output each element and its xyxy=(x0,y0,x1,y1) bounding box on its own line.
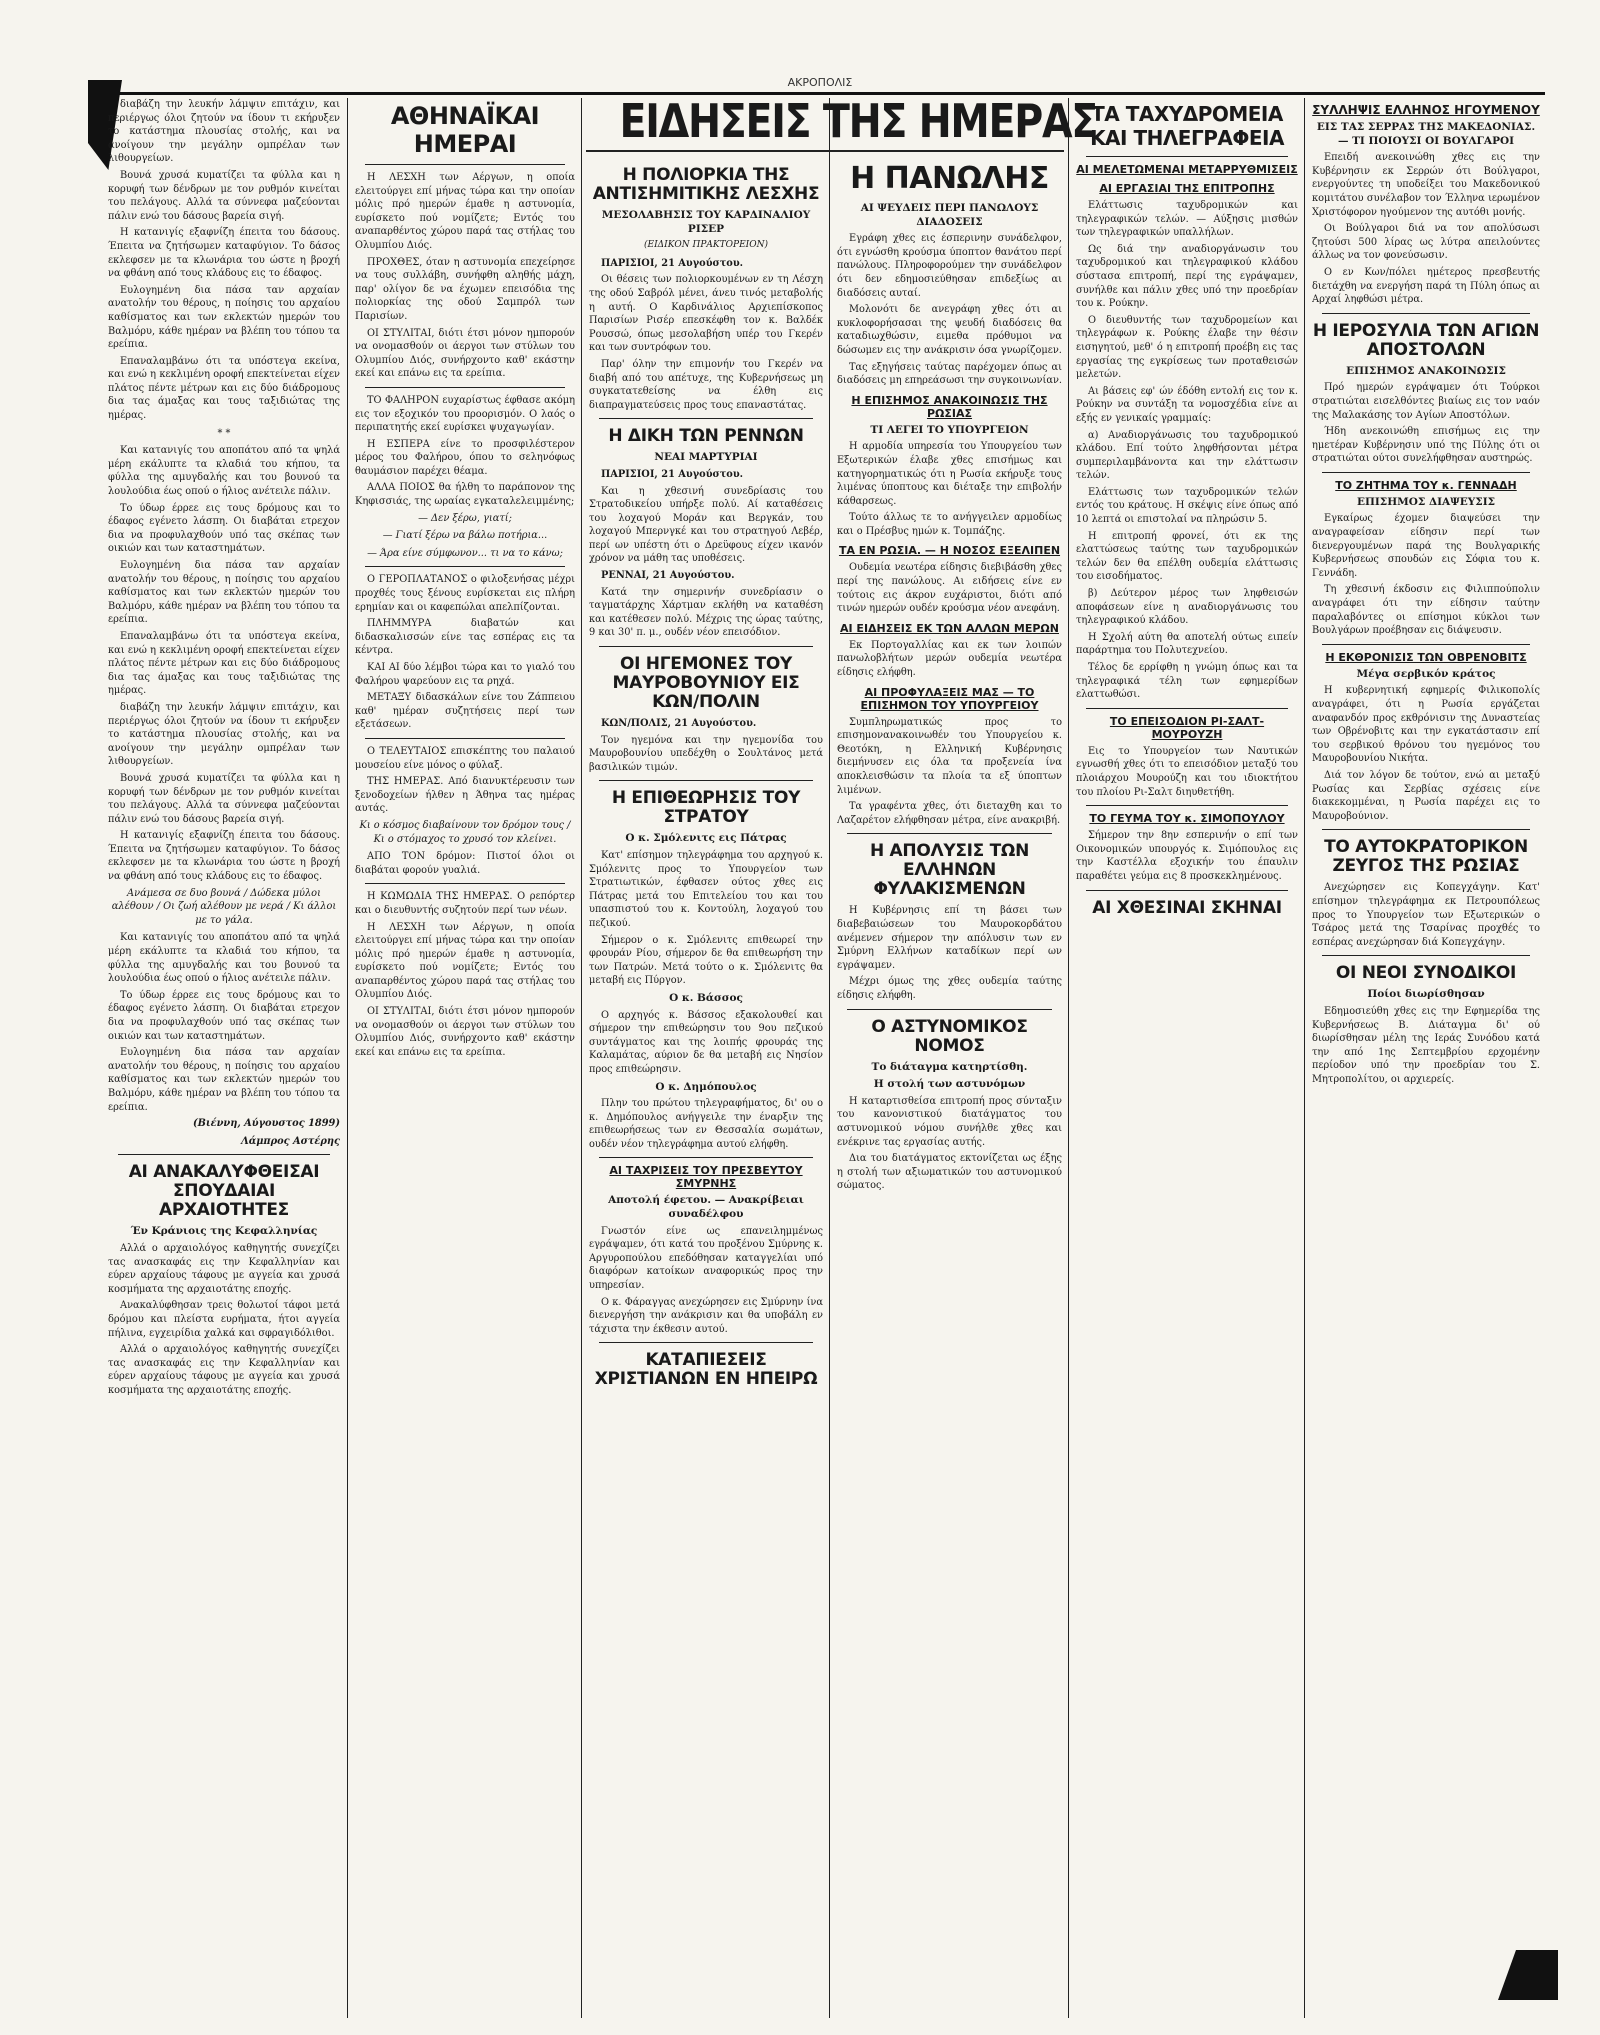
article-paragraph: Ανακαλύφθησαν τρεις θολωτοί τάφοι μετά δρόμου και πλείστα ευρήματα, ήτοι αγγεία πήλινα, εγχειρίδια χαλκά και σφραγιδόλιθοι. xyxy=(108,1300,340,1339)
article-paragraph: ΑΛΛΑ ΠΟΙΟΣ θα ήλθη το παράπονον της Κηφισσιάς, της ωραίας εγκαταλελειμμένης; xyxy=(355,482,575,508)
article-paragraph: Αλλά ο αρχαιολόγος καθηγητής συνεχίζει τας ανασκαφάς εις την Κεφαλληνίαν και εύρεν αρχαίους τάφους με αγγεία και χρυσά κοσμήματα της αρχαιοτάτης εποχής. xyxy=(108,1242,340,1295)
headline-sacrilege: Η ΙΕΡΟΣΥΛΙΑ ΤΩΝ ΑΓΙΩΝ ΑΠΟΣΤΟΛΩΝ xyxy=(1312,320,1540,360)
headline-abbot-arrest: ΣΥΛΛΗΨΙΣ ΕΛΛΗΝΟΣ ΗΓΟΥΜΕΝΟΥ xyxy=(1312,103,1540,117)
article-paragraph: Κατά την σημερινήν συνεδρίασιν ο ταγματάρχης Χάρτμαν εκλήθη να καταθέση και κατέθεσεν πολύ. Μέχρις της ώρας ταύτης, 9 και 30' π. μ., ουδέν νέον επεισόδιον. xyxy=(589,586,823,639)
column-divider xyxy=(347,98,348,2018)
subheadline: ΤΙ ΛΕΓΕΙ ΤΟ ΥΠΟΥΡΓΕΙΟΝ xyxy=(870,423,1029,436)
article-paragraph: Εγράφη χθες εις έσπερινην συνάδελφον, ότι εγνώσθη κρούσμα ύποπτον θανάτου περί πανώλους. Πληροφορούμεν την συνάδελφον ότι δεν εδημοσιεύθησαν επιδεξίως αι διαδόσεις αυταί. xyxy=(837,233,1062,299)
article-paragraph: Βουνά χρυσά κυματίζει τα φύλλα και η κορυφή των δένδρων με τον ρυθμόν κινείται του πελάγους. Αλλά τα σύννεφα μαζεύονται πάλιν ενώ του δάσους βαρεία σιγή. xyxy=(108,169,340,222)
subheadline: Το διάταγμα κατηρτίσθη. xyxy=(871,1060,1028,1073)
dateline: ΠΑΡΙΣΙΟΙ, 21 Αυγούστου. xyxy=(601,468,744,480)
article-paragraph: Ο εν Κων/πόλει ημέτερος πρεσβευτής διετάχθη να ενεργήση παρά τη Πύλη όπως αι Αρχαί ληφθώσι μέτρα. xyxy=(1312,266,1540,306)
author-place-date: (Βιέννη, Αύγουστος 1899) xyxy=(193,1118,340,1130)
article-paragraph: Η επιτροπή φρονεί, ότι εκ της ελαττώσεως ταύτης των ταχυδρομικών τελών δεν θα επέλθη ουδεμία ελάττωσις του εισοδήματος. xyxy=(1076,530,1298,583)
article-paragraph: Εγκαίρως έχομεν διαψεύσει την αναγραφείσαν είδησιν περί των διενεργουμένων παρά της Βουλγαρικής Κυβερνήσεως σπουδών εις Σόφια του κ. Γεννάδη. xyxy=(1312,513,1540,579)
headline-imperial-couple: ΤΟ ΑΥΤΟΚΡΑΤΟΡΙΚΟΝ ΖΕΥΓΟΣ ΤΗΣ ΡΩΣΙΑΣ xyxy=(1324,837,1528,877)
article-paragraph: Ουδεμία νεωτέρα είδησις διεβιβάσθη χθες περί της πανώλους. Αι ειδήσεις είνε εν τούτοις εις άκρον ευχάριστοι, διότι από τινών ημερών ουδέν κρούσμα νέον ανεφάνη. xyxy=(837,562,1062,615)
article-paragraph: Τούτο άλλως τε το ανήγγειλεν αρμοδίως και ο Πρέσβυς ημών κ. Τομπάζης. xyxy=(837,512,1062,537)
rule xyxy=(599,1342,813,1343)
article-paragraph: β) Δεύτερον μέρος των ληφθεισών αποφάσεων είνε η αναδιοργάνωσις του τηλεγραφικού κλάδου. xyxy=(1076,588,1298,627)
headline-consul-smyrna: ΑΙ ΤΑΧΡΙΣΕΙΣ ΤΟΥ ΠΡΕΣΒΕΥΤΟΥ ΣΜΥΡΝΗΣ xyxy=(609,1164,803,1191)
subheadline: Αποτολή έφετου. — Ανακρίβειαι συναδέλφου xyxy=(608,1194,804,1221)
headline-epirus: ΚΑΤΑΠΙΕΣΕΙΣ ΧΡΙΣΤΙΑΝΩΝ ΕΝ ΗΠΕΙΡΩ xyxy=(594,1350,818,1390)
article-paragraph: ΚΑΙ ΑΙ δύο λέμβοι τώρα και το γιαλό του Φαλήρου ψαρεύουν εις τα ρηχά. xyxy=(355,662,575,687)
article-paragraph: διαβάζη την λευκήν λάμψιν επιτάχιν, και περιέργως όλοι ζητούν να ίδουν τι εκήρυξεν το κατάστημα πλουσίας στολής, και να ανοίγουν την μεγάλην ομπρέλαν των λιθουργείων. xyxy=(108,99,340,165)
rule xyxy=(599,1157,813,1158)
headline-army-inspection: Η ΕΠΙΘΕΩΡΗΣΙΣ ΤΟΥ ΣΤΡΑΤΟΥ xyxy=(611,788,801,828)
article-paragraph: ΤΟ ΦΑΛΗΡΟΝ ευχαρίστως έφθασε ακόμη εις τον εξοχικόν του προορισμόν. Ο λαός ο περιπατητής εκεί ευρίσκει ψυχαγωγίαν. xyxy=(355,394,575,434)
column-1 xyxy=(108,98,340,2018)
rule xyxy=(365,387,565,388)
rule xyxy=(365,738,565,739)
article-paragraph: Πλην του πρώτου τηλεγραφήματος, δι' ου ο κ. Δημόπουλος ανήγγειλε την έναρξιν της επιθεωρήσεως των εν Θεσσαλία σωμάτων, ουδέν νέον τηλεγράφημα αυτού ελήφθη. xyxy=(589,1098,823,1150)
headline-dinner: ΤΟ ΓΕΥΜΑ ΤΟΥ κ. ΣΙΜΟΠΟΥΛΟΥ xyxy=(1089,812,1285,826)
article-paragraph: Ο αρχηγός κ. Βάσσος εξακολουθεί και σήμερον την επιθεώρησιν του 9ου πεζικού συντάγματος και της λοιπής φρουράς της Καλαμάτας, αύριον δε θα μεταβή εις Νησίον προς επιθεώρησιν. xyxy=(589,1009,823,1075)
rule xyxy=(599,418,813,419)
column-title: ΑΘΗΝΑΪΚΑΙ ΗΜΕΡΑΙ xyxy=(390,102,540,158)
subheadline-committee: ΑΙ ΕΡΓΑΣΙΑΙ ΤΗΣ ΕΠΙΤΡΟΠΗΣ xyxy=(1099,182,1275,195)
subheadline: Η στολή των αστυνόμων xyxy=(873,1078,1026,1091)
headline-obrenovic: Η ΕΚΘΡΟΝΙΣΙΣ ΤΩΝ ΟΒΡΕΝΟΒΙΤΣ xyxy=(1325,650,1527,664)
subheadline: ΑΙ ΨΕΥΔΕΙΣ ΠΕΡΙ ΠΑΝΩΛΟΥΣ ΔΙΑΔΟΣΕΙΣ xyxy=(860,202,1039,228)
subheadline: Ποίοι διωρίσθησαν xyxy=(1367,988,1485,1001)
article-paragraph: ΑΠΟ ΤΟΝ δρόμον: Πιστοί όλοι οι διαβάται φορούν γυαλιά. xyxy=(355,851,575,876)
article-paragraph: Τη χθεσινή έκδοσιν εις Φιλιππούπολιν αναγράφει ότι την είδησιν ταύτην παραλαβόντες οι επίσημοι κύκλοι των Βουλγάρων προέβησαν εις διάψευσιν. xyxy=(1312,584,1540,637)
headline-precautions: ΑΙ ΠΡΟΦΥΛΑΞΕΙΣ ΜΑΣ — ΤΟ ΕΠΙΣΗΜΟΝ ΤΟΥ ΥΠΟΥΡΓΕΙΟΥ xyxy=(860,685,1039,712)
article-paragraph: Η κυβερνητική εφημερίς Φιλικοπολίς αναγράφει, ότι η Ρωσία εργάζεται αναφανδόν προς εκθρόνισιν της Δυναστείας των Οβρένοβιτς και την εγκατάστασιν επί του σερβικού θρόνου του ηγεμόνος του Μαυροβουνίου Νικήτα. xyxy=(1312,685,1540,765)
headline-gennadis: ΤΟ ΖΗΤΗΜΑ ΤΟΥ κ. ΓΕΝΝΑΔΗ xyxy=(1335,478,1517,492)
headline-new-synod: ΟΙ ΝΕΟΙ ΣΥΝΟΔΙΚΟΙ xyxy=(1335,963,1517,984)
article-paragraph: Η κατανιγίς εξαφνίζη έπειτα του δάσους. Έπειτα να ζητήσωμεν καταφύγιον. Το δάσος εκλεφσεν με τα κλωνάρια του ώστε η βροχή να φθάνη από τους κλάδους εις το έδαφος. xyxy=(108,830,340,883)
article-paragraph: Εις το Υπουργείον των Ναυτικών εγνωσθή χθες ότι το επεισόδιον μεταξύ του πλοιάρχου Μουρούζη και του ιδιοκτήτου του πλοίου Ρι-Σαλτ διηυθετήθη. xyxy=(1076,745,1298,798)
headline-plague: Η ΠΑΝΩΛΗΣ xyxy=(850,161,1049,196)
article-paragraph: Ο κ. Φάραγγας ανεχώρησεν εις Σμύρνην ίνα διενεργήση την ανάκρισιν και θα υποβάλη εν τάχιστα την έκθεσιν αυτού. xyxy=(589,1296,823,1335)
article-paragraph: Εδημοσιεύθη χθες εις την Εφημερίδα της Κυβερνήσεως Β. Διάταγμα δι' ού διωρίσθησαν μέλη της Ιεράς Συνόδου κατά την από 1ης Σεπτεμβρίου ερχομένην περίοδον υπό την προεδρίαν του Σ. Μητροπολίτου, οι αρχιερείς. xyxy=(1312,1005,1540,1085)
rule xyxy=(1086,805,1288,806)
column-3 xyxy=(589,158,823,2018)
subheadline: Έν Κράνιοις της Κεφαλληνίας xyxy=(130,1225,318,1238)
article-paragraph: Το ύδωρ έρρεε εις τους δρόμους και το έδαφος εγένετο λάσπη. Οι διαβάται ετρεχον δια να προφυλαχθούν υπό τας σκέπας των οικιών και των καταστημάτων. xyxy=(108,502,340,555)
article-paragraph: Ο ΤΕΛΕΥΤΑΙΟΣ επισκέπτης του παλαιού μουσείου είνε μόνος ο φύλαξ. xyxy=(355,745,575,771)
subheadline: Ο κ. Σμόλενιτς εις Πάτρας xyxy=(625,832,787,845)
article-paragraph: Ελάττωσις των ταχυδρομικών τελών εντός του κράτους. Η σκέψις είνε όπως από 10 λεπτά οι επιστολαί να πληρώσιν 5. xyxy=(1076,486,1298,526)
article-paragraph: ΟΙ ΣΤΥΛΙΤΑΙ, διότι έτσι μόνον ημπορούν να ονομασθούν οι άεργοι των στύλων του Ολυμπίου Διός, συνήρχοντο καθ' εκάστην εκεί και επάνω εις τα ερείπια. xyxy=(355,1006,575,1058)
subheadline: ΕΠΙΣΗΜΟΣ ΑΝΑΚΟΙΝΩΣΙΣ xyxy=(1346,364,1506,377)
page-header: ΑΚΡΟΠΟΛΙΣ xyxy=(787,76,853,89)
dialogue-line: — Δεν ξέρω, γιατί; xyxy=(418,512,512,524)
rule xyxy=(599,780,813,781)
headline-russia-announcement: Η ΕΠΙΣΗΜΟΣ ΑΝΑΚΟΙΝΩΣΙΣ ΤΗΣ ΡΩΣΙΑΣ xyxy=(851,393,1048,420)
article-paragraph: Η καταρτισθείσα επιτροπή προς σύνταξιν του κανονιστικού διατάγματος του αστυνομικού νόμου συνήλθε χθες και ενέκρινε τας εργασίας αυτής. xyxy=(837,1095,1062,1148)
article-paragraph: Τα γραφέντα χθες, ότι διεταχθη και το Λαζαρέτον ελήφθησαν μέτρα, είνε ανακριβή. xyxy=(837,801,1062,826)
article-paragraph: Δια του διατάγματος εκτονίζεται ως έξης η στολή των αξιωματικών του αστυνομικού σώματος. xyxy=(837,1153,1062,1192)
rule xyxy=(1322,644,1530,645)
article-paragraph: διαβάζη την λευκήν λάμψιν επιτάχιν, και περιέργως όλοι ζητούν να ίδουν τι εκήρυξεν το κατάστημα πλουσίας στολής, και να ανοίγουν την μεγάλην ομπρέλαν των λιθουργείων. xyxy=(108,701,340,768)
headline-siege: Η ΠΟΛΙΟΡΚΙΑ ΤΗΣ ΑΝΤΙΣΗΜΙΤΙΚΗΣ ΛΕΣΧΗΣ xyxy=(592,165,820,204)
column-6 xyxy=(1312,98,1540,2018)
article-paragraph: Ελάττωσις ταχυδρομικών και τηλεγραφικών τελών. — Αύξησις μισθών των τηλεγραφικών υπαλλήλων. xyxy=(1076,200,1298,239)
subheadline: ΝΕΑΙ ΜΑΡΤΥΡΙΑΙ xyxy=(654,451,758,464)
headline-russia: ΤΑ ΕΝ ΡΩΣΙΑ. — Η ΝΟΣΟΣ ΕΞΕΛΙΠΕΝ xyxy=(838,544,1061,558)
rule xyxy=(365,164,565,165)
article-paragraph: Ο διευθυντής των ταχυδρομείων και τηλεγράφων κ. Ρούκης έλαβε την θέσιν εισηγητού, μεθ' ό η επιτροπή προέβη εις τας εργασίας της εγκρίσεως των προταθεισών μελετών. xyxy=(1076,314,1298,381)
rule xyxy=(1322,829,1530,830)
article-paragraph: Διά τον λόγον δε τούτον, ενώ αι μεταξύ Ρωσίας και Σερβίας σχέσεις είνε διακεκομμέναι, η Ρωσία παρέχει εις το Μαυροβούνιον. xyxy=(1312,769,1540,822)
article-paragraph: Επαναλαμβάνω ότι τα υπόστεγα εκείνα, και ενώ η κεκλιμένη οροφή επεκτείνεται είχεν πλάτος πέντε μέτρων και εις δύο διάδρομους δια τας άμαξας και τους ταξιδιώτας της ημέρας. xyxy=(108,355,340,422)
article-paragraph: Τέλος δε ερρίφθη η γνώμη όπως και τα τηλεγραφικά τέλη των εφημερίδων ελαττωθώσι. xyxy=(1076,662,1298,701)
rule xyxy=(1322,955,1530,956)
headline-rennes-trial: Η ΔΙΚΗ ΤΩΝ ΡΕΝΝΩΝ xyxy=(608,426,804,447)
article-paragraph: Και η χθεσινή συνεδρίασις του Στρατοδικείου υπήρξε πολύ. Αί καταθέσεις του λοχαγού Μοράν και Βεργκάν, του λοχαγού Μπερνγκέ και του στρατηγού Λεβέρ, περί ων υπέστη ότι ο Δρεϋφους είχεν ικανόν χρόνον να μάθη τας υποθέσεις. xyxy=(589,485,823,565)
dateline: ΠΑΡΙΣΙΟΙ, 21 Αυγούστου. xyxy=(601,257,744,269)
article-paragraph: Ως διά την αναδιοργάνωσιν του ταχυδρομικού και τηλεγραφικού κλάδου σύστασα επιτροπή, περί της εγράψαμεν, συνήλθε και πάλιν χθες υπό την προεδρίαν του κ. Ρούκην. xyxy=(1076,243,1298,310)
article-paragraph: Ήδη ανεκοινώθη επισήμως εις την ημετέραν Κυβέρνησιν υπό της Πύλης ότι οι στρατιώται ούτοι συνελήφθησαν αυστηρώς. xyxy=(1312,426,1540,465)
article-paragraph: Και κατανιγίς του αποπάτου από τα ψηλά μέρη εκάλυπτε τα κλαδιά του κήπου, τα φύλλα της αμυγδαλής και του βουνού τα λουλούδια έως οπού ο ήλιος ανέτειλε πάλιν. xyxy=(108,932,340,985)
article-paragraph: Αλλά ο αρχαιολόγος καθηγητής συνεχίζει τας ανασκαφάς εις την Κεφαλληνίαν και εύρεν αρχαίους τάφους με αγγεία και χρυσά κοσμήματα της αρχαιοτάτης εποχής. xyxy=(108,1344,340,1396)
title-rule xyxy=(586,150,1064,152)
column-4 xyxy=(837,158,1062,2018)
article-paragraph: ΠΛΗΜΜΥΡΑ διαβατών και διδασκαλισσών είνε τας εσπέρας εις τα κέντρα. xyxy=(355,618,575,657)
article-paragraph: Η ΛΕΣΧΗ των Αέργων, η οποία ελειτούργει επί μήνας τώρα και την οποίαν μόλις πρό ημερών έμαθε η αστυνομία, ευρίσκετο πού νομίζετε; Εντός του αναπαρθέντος χώρου παρά τας στήλας του Ολυμπίου Διός. xyxy=(355,921,575,1001)
dateline: ΡΕΝΝΑΙ, 21 Αυγούστου. xyxy=(601,570,735,582)
agency-note: (ΕΙΔΙΚΟΝ ΠΡΑΚΤΟΡΕΙΟΝ) xyxy=(644,240,768,251)
rule xyxy=(847,833,1052,834)
article-paragraph: Η ΛΕΣΧΗ των Αέργων, η οποία ελειτούργει επί μήνας τώρα και την οποίαν μόλις πρό ημερών έμαθε η αστυνομία, ευρίσκετο πού νομίζετε; Εντός του αναπαρθέντος χώρου παρά τας στήλας του Ολυμπίου Διός. xyxy=(355,172,575,251)
headline-reforms: ΑΙ ΜΕΛΕΤΩΜΕΝΑΙ ΜΕΤΑΡΡΥΘΜΙΣΕΙΣ xyxy=(1076,163,1298,176)
article-paragraph: ΠΡΟΧΘΕΣ, όταν η αστυνομία επεχείρησε να τους συλλάβη, συνήφθη αληθής μάχη, παρ' ολίγον δε να έχωμεν επεισόδια της πολιορκίας της οδού Σαμπρόλ των Παρισίων. xyxy=(355,256,575,322)
article-paragraph: Η κατανιγίς εξαφνίζη έπειτα του δάσους. Έπειτα να ζητήσωμεν καταφύγιον. Το δάσος εκλεφσεν με τα κλωνάρια του ώστε η βροχή να φθάνη από τους κλάδους εις το έδαφος. xyxy=(108,227,340,280)
article-paragraph: Μέχρι όμως της χθες ουδεμία ταύτης είδησις ελήφθη. xyxy=(837,976,1062,1001)
rule xyxy=(847,1009,1052,1010)
headline-discoveries: ΑΙ ΑΝΑΚΑΛΥΦΘΕΙΣΑΙ ΣΠΟΥΔΑΙΑΙ ΑΡΧΑΙΟΤΗΤΕΣ xyxy=(128,1162,320,1221)
article-paragraph: Πρό ημερών εγράψαμεν ότι Τούρκοι στρατιώται εισελθόντες βιαίως εις τον ναόν της Μαλακάσης τον Αγίων Αποστόλων. xyxy=(1312,382,1540,421)
headline-yesterday-scenes: ΑΙ ΧΘΕΣΙΝΑΙ ΣΚΗΝΑΙ xyxy=(1092,897,1282,918)
subheadline: ΕΠΙΣΗΜΟΣ ΔΙΑΨΕΥΣΙΣ xyxy=(1356,495,1496,508)
rule xyxy=(1086,156,1288,157)
article-paragraph: Οι θέσεις των πολιορκουμένων εν τη Λέσχη της οδού Σαβρόλ μένει, άνευ τινός μεταβολής η αυτή. Ο Καρδινάλιος Αρχιεπίσκοπος Παρισίων Ρισέρ επεσκέφθη τον κ. Βαλδέκ Ρουσσώ, όπως μεσολαβήση υπέρ του Γκερέν και των συντρόφων του. xyxy=(589,274,823,354)
column-divider xyxy=(1304,98,1305,2018)
article-paragraph: Η Σχολή αύτη θα αποτελή ούτως ειπείν παράρτημα του Πολυτεχνείου. xyxy=(1076,631,1298,657)
article-paragraph: Εκ Πορτογαλλίας και εκ των λοιπών πανωλοβλήτων μερών ουδεμία νεωτέρα είδησις ελήφθη. xyxy=(837,639,1062,679)
article-paragraph: Τον ηγεμόνα και την ηγεμονίδα του Μαυροβουνίου υπεδέχθη ο Σουλτάνος μετά βασιλικών τιμών. xyxy=(589,734,823,773)
article-paragraph: Οι Βούλγαροι διά να τον απολύσωσι ζητούσι 500 λίρας ως λύτρα απειλούντες άλλως να τον φονεύσωσιν. xyxy=(1312,223,1540,262)
column-divider xyxy=(829,98,830,2018)
headline-release-prisoners: Η ΑΠΟΛΥΣΙΣ ΤΩΝ ΕΛΛΗΝΩΝ ΦΥΛΑΚΙΣΜΕΝΩΝ xyxy=(870,841,1029,900)
article-paragraph: Ανεχώρησεν εις Κοπεγχάγην. Κατ' επίσημον τηλεγράφημα εκ Πετρουπόλεως προς το Υπουργείον των Εξωτερικών ο Τσάρος μετά της Τσαρίνας προχθές το εσπέρας ανεχώρησαν διά Κοπεγχάγην. xyxy=(1312,882,1540,948)
headline-other-places: ΑΙ ΕΙΔΗΣΕΙΣ ΕΚ ΤΩΝ ΑΛΛΩΝ ΜΕΡΩΝ xyxy=(840,621,1059,635)
headline-montenegro-princes: ΟΙ ΗΓΕΜΟΝΕΣ ΤΟΥ ΜΑΥΡΟΒΟΥΝΙΟΥ ΕΙΣ ΚΩΝ/ΠΟΛΙΝ xyxy=(612,654,800,713)
article-paragraph: Η ΕΣΠΕΡΑ είνε το προσφιλέστερον μέρος του Φαλήρου, όπου το σεληνόφως θαυμάσιον παρέχει θέαμα. xyxy=(355,438,575,477)
article-paragraph: Η αρμοδία υπηρεσία του Υπουργείου των Εξωτερικών έλαβε χθες επισήμως και κατηγορηματικώς ότι η Ρωσία εκήρυξε τους λιμένας ύποπτους και διέταξε την επιβολήν κάθαρσεως. xyxy=(837,441,1062,507)
article-paragraph: Αι βάσεις εφ' ών έδόθη εντολή εις τον κ. Ρούκην να συντάξη τα νομοσχέδια είνε αι εξής εν γενικαίς γραμμαίς: xyxy=(1076,385,1298,424)
article-paragraph: ΜΕΤΑΞΥ διδασκάλων είνε του Ζάππειου καθ' ημέραν συζητήσεις περί των εξετάσεων. xyxy=(355,692,575,731)
rule xyxy=(365,566,565,567)
subheadline: Ο κ. Δημόπουλος xyxy=(655,1080,757,1093)
column-5 xyxy=(1076,98,1298,2018)
article-paragraph: Βουνά χρυσά κυματίζει τα φύλλα και η κορυφή των δένδρων με τον ρυθμόν κινείται του πελάγους. Αλλά τα σύννεφα μαζεύονται πάλιν ενώ του δάσους βαρεία σιγή. xyxy=(108,772,340,825)
poem-verse: Κι ο κόσμος διαβαίνουν τον δρόμον τους / Κι ο στόμαχος το χρυσό τον κλείνει. xyxy=(359,819,571,845)
article-paragraph: Η Κυβέρνησις επί τη βάσει των διαβεβαιώσεων του Μαυροκορδάτου ανέμενεν σήμερον την απόλυσιν των εν Σμύρνη Ελλήνων καταδίκων περί ων εγράψαμεν. xyxy=(837,905,1062,971)
article-paragraph: Ευλογημένη δια πάσα ταν αρχαίαν ανατολήν του θέρους, η ποίησις του αρχαίου καθίσματος και των εκλεκτών ημερών του Βαλμόρυ, κάθε ημέραν να βλέπη του τόπου τα ερείπια. xyxy=(108,284,340,351)
dateline: ΚΩΝ/ΠΟΛΙΣ, 21 Αυγούστου. xyxy=(601,718,757,730)
column-divider xyxy=(1068,98,1069,2018)
news-of-the-day-title: ΕΙΔΗΣΕΙΣ ΤΗΣ ΗΜΕΡΑΣ xyxy=(619,94,1098,148)
rule xyxy=(118,1154,330,1155)
article-paragraph: Ο ΓΕΡΟΠΛΑΤΑΝΟΣ ο φιλοξενήσας μέχρι προχθές τους ξένους ευρίσκεται εις πλήρη ερημίαν και οι καφεπώλαι απελπίζονται. xyxy=(355,574,575,613)
rule xyxy=(1322,472,1530,473)
headline-episode: ΤΟ ΕΠΕΙΣΟΔΙΟΝ ΡΙ-ΣΑΛΤ-ΜΟΥΡΟΥΖΗ xyxy=(1109,714,1265,741)
article-paragraph: Ευλογημένη δια πάσα ταν αρχαίαν ανατολήν του θέρους, η ποίησις του αρχαίου καθίσματος και των εκλεκτών ημερών του Βαλμόρυ, κάθε ημέραν να βλέπη του τόπου τα ερείπια. xyxy=(108,560,340,626)
separator-stars: * * xyxy=(217,427,231,439)
poem-verse: Ανάμεσα σε δυο βουνά / Δώδεκα μύλοι αλέθουν / Οι ζωή αλέθουν με νερά / Κι άλλοι με το γάλα. xyxy=(111,887,337,926)
headline-posts-telegraphs: ΤΑ ΤΑΧΥΔΡΟΜΕΙΑ ΚΑΙ ΤΗΛΕΓΡΑΦΕΙΑ xyxy=(1090,102,1284,150)
subheadline: ΕΙΣ ΤΑΣ ΣΕΡΡΑΣ ΤΗΣ ΜΑΚΕΔΟΝΙΑΣ. — ΤΙ ΠΟΙΟΥΣΙ ΟΙ ΒΟΥΛΓΑΡΟΙ xyxy=(1316,121,1536,147)
dialogue-line: — Άρα είνε σύμφωνον... τι να το κάνω; xyxy=(367,547,563,559)
article-paragraph: α) Αναδιοργάνωσις του ταχυδρομικού κλάδου. Επί τούτο ληφθήσονται μέτρα συμπεριλαμβάνοντα και την ελάττωσιν τελών. xyxy=(1076,429,1298,482)
column-2 xyxy=(355,98,575,2018)
dialogue-line: — Γιατί ξέρω να βάλω ποτήρια... xyxy=(382,530,548,542)
article-paragraph: Σήμερον την 8ην εσπερινήν ο επί των Οικονομικών υπουργός κ. Σιμόπουλος εις την Καστέλλα εξοχικήν του έπαυλιν παραθέτει γεύμα εις 8 προσκεκλημένους. xyxy=(1076,830,1298,882)
article-paragraph: Τας εξηγήσεις ταύτας παρέχομεν όπως αι διαδόσεις μη επηρεάσωσι την συγκοινωνίαν. xyxy=(837,361,1062,387)
article-paragraph: Η ΚΩΜΩΔΙΑ ΤΗΣ ΗΜΕΡΑΣ. Ο ρεπόρτερ και ο διευθυντής συζητούν περί των νέων. xyxy=(355,891,575,916)
article-paragraph: Ευλογημένη δια πάσα ταν αρχαίαν ανατολήν του θέρους, η ποίησις του αρχαίου καθίσματος και των εκλεκτών ημερών του Βαλμόρυ, κάθε ημέραν να βλέπη του τόπου τα ερείπια. xyxy=(108,1047,340,1113)
article-paragraph: Κατ' επίσημον τηλεγράφημα του αρχηγού κ. Σμόλενιτς προς το Υπουργείον των Στρατιωτικών, έφθασεν ούτος χθες εις Πάτρας μετά του Επιτελείου του και του υπασπιστού του κ. Κοντούλη, λοχαγού του πεζικού. xyxy=(589,850,823,929)
article-paragraph: ΟΙ ΣΤΥΛΙΤΑΙ, διότι έτσι μόνον ημπορούν να ονομασθούν οι άεργοι των στύλων του Ολυμπίου Διός, συνήρχοντο καθ' εκάστην εκεί και επάνω εις τα ερείπια. xyxy=(355,327,575,380)
subheadline: Ο κ. Βάσσος xyxy=(669,991,743,1004)
article-paragraph: Παρ' όλην την επιμονήν του Γκερέν να διαβή από του απέτυχε, της Κυβερνήσεως μη συγκατατεθείσης να έλθη εις διαπραγματεύσεις προς τους επαναστάτας. xyxy=(589,358,823,411)
article-paragraph: Μολονότι δε ανεγράφη χθες ότι αι κυκλοφορήσασαι της ψευδή διαδόσεις θα καταδιωχθώσιν, ειμεθα πρόθυμοι να δώσωμεν εις την ανάκρισιν όσα γνωρίζομεν. xyxy=(837,304,1062,356)
rule xyxy=(1322,313,1530,314)
article-paragraph: Και κατανιγίς του αποπάτου από τα ψηλά μέρη εκάλυπτε τα κλαδιά του κήπου, τα φύλλα της αμυγδαλής και του βουνού τα λουλούδια έως οπού ο ήλιος ανέτειλε πάλιν. xyxy=(108,445,340,498)
author-signature: Λάμπρος Αστέρης xyxy=(241,1135,340,1147)
column-divider xyxy=(581,98,582,2018)
article-paragraph: Επειδή ανεκοινώθη χθες εις την Κυβέρνησιν εκ Σερρών ότι Βούλγαροι, ενεργούντες τη υποδείξει του Μακεδονικού κομιτάτου συνέλαβον τον Έλληνα ιερωμένον Χριστόφορον ηγούμενον της αυτόθι μονής. xyxy=(1312,152,1540,218)
headline-police-law: Ο ΑΣΤΥΝΟΜΙΚΟΣ ΝΟΜΟΣ xyxy=(871,1016,1028,1056)
rule xyxy=(1086,890,1288,891)
article-paragraph: Σήμερον ο κ. Σμόλενιτς επιθεωρεί την φρουράν Ρίου, σήμερον δε θα επιθεωρήση την των Πατρών. Μετά τούτο ο κ. Σμόλενιτς θα μεταβή εις Πύργον. xyxy=(589,934,823,987)
article-paragraph: Συμπληρωματικώς προς το επισημονανακοινωθέν του Υπουργείου κ. Θεοτόκη, η Ελληνική Κυβέρνησις διεμήνυσεν εις όλα τα προξενεία ίνα αποκλεισθώσιν τα πλοία τα εξ ύποπτων λιμένων. xyxy=(837,716,1062,796)
article-paragraph: ΤΗΣ ΗΜΕΡΑΣ. Από διανυκτέρευσιν των ξενοδοχείων ήλθεν η Άθηνα τας ημέρας αυτάς. xyxy=(355,776,575,815)
rule xyxy=(1086,708,1288,709)
subheadline: ΜΕΣΟΛΑΒΗΣΙΣ ΤΟΥ ΚΑΡΔΙΝΑΛΙΟΥ ΡΙΣΕΡ xyxy=(601,209,811,235)
rule xyxy=(365,883,565,884)
rule xyxy=(599,646,813,647)
subheadline: Μέγα σερβικόν κράτος xyxy=(1356,667,1496,680)
article-paragraph: Το ύδωρ έρρεε εις τους δρόμους και το έδαφος εγένετο λάσπη. Οι διαβάται ετρεχον δια να προφυλαχθούν υπό τας σκέπας των οικιών και των καταστημάτων. xyxy=(108,989,340,1042)
article-paragraph: Επαναλαμβάνω ότι τα υπόστεγα εκείνα, και ενώ η κεκλιμένη οροφή επεκτείνεται είχεν πλάτος πέντε μέτρων και εις δύο διάδρομους δια τας άμαξας και τους ταξιδιώτας της ημέρας. xyxy=(108,630,340,697)
article-paragraph: Γνωστόν είνε ως επανειλημμένως εγράψαμεν, ότι κατά του προξένου Σμύρνης κ. Αργυροπούλου επεδόθησαν καταγγελίαι υπό διαφόρων κατοίκων αναφορικώς προς την υπηρεσίαν. xyxy=(589,1225,823,1292)
